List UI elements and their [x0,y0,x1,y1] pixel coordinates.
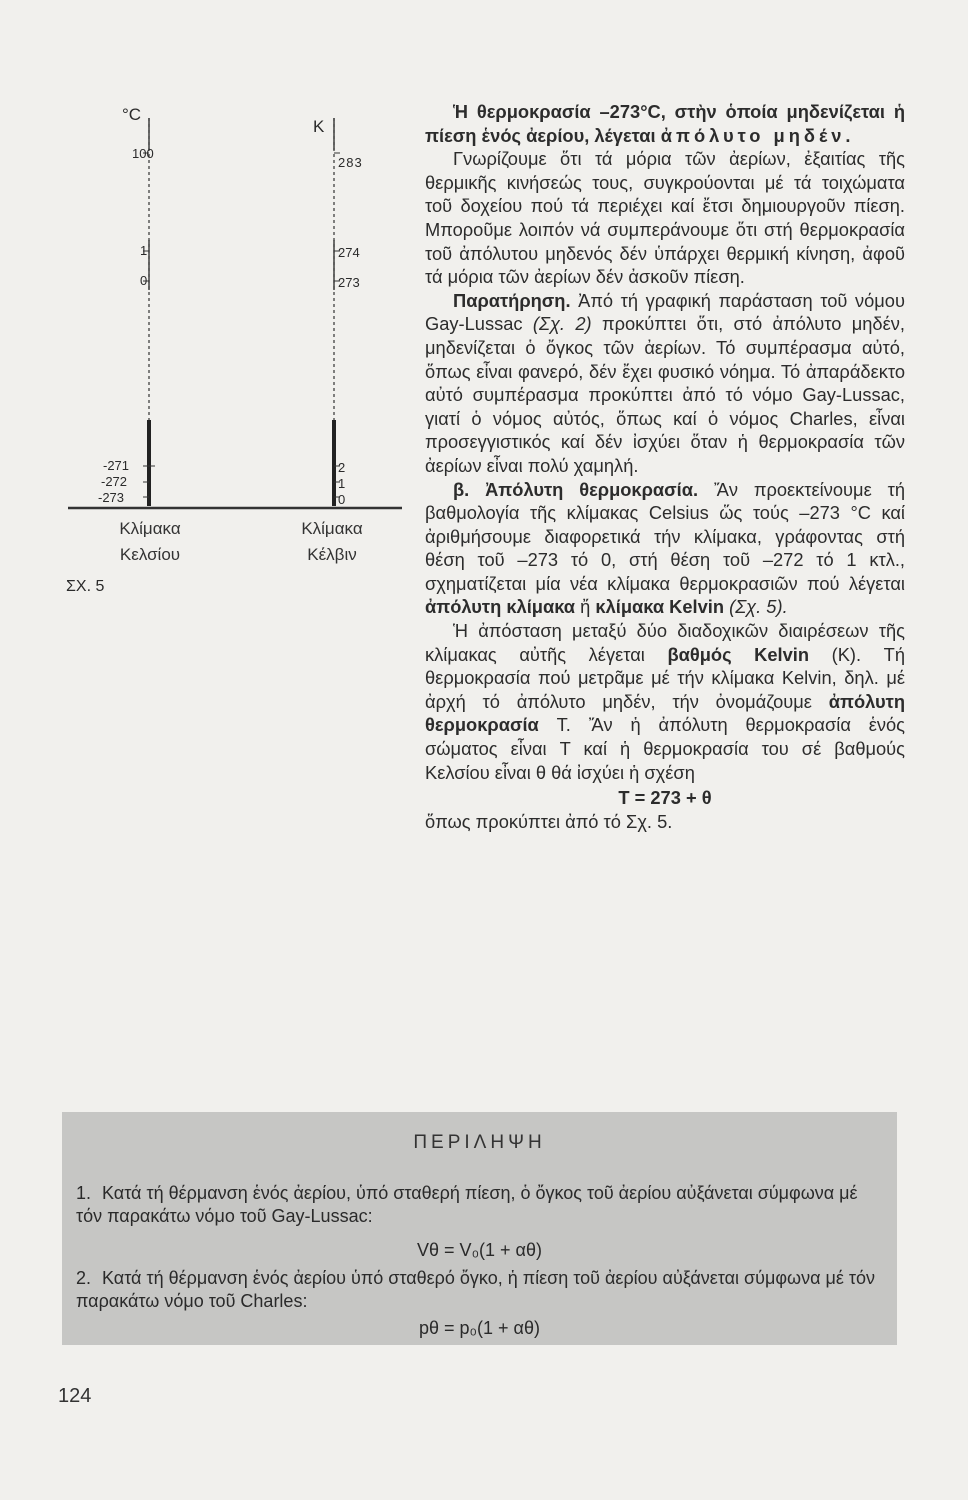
celsius-tick-1: 1 [140,243,148,258]
paragraph-conclusion: ὅπως προκύπτει ἀπό τό Σχ. 5. [425,810,673,832]
kelvin-tick-0: 0 [338,492,346,507]
gay-lussac-formula: Vθ = V₀(1 + αθ) [417,1240,542,1260]
kelvin-tick-2: 2 [338,460,346,475]
summary-title: ΠΕΡΙΛΗΨΗ [413,1132,546,1153]
celsius-tick-100: 100 [132,146,154,161]
celsius-tick-minus-272: -272 [101,474,128,489]
paragraph-molecules: Γνωρίζουμε ὅτι τά μόρια τῶν ἀερίων, ἐξαιτίας τῆς θερμικῆς κινήσεώς τους, συγκρούονται μέ τά τοιχώματα τοῦ δοχείου πού τά περιέχει καί ἔτσι δημιουργοῦν πίεση. Μποροῦμε λοιπόν νά συμπεράνουμε ὅτι στή θερμοκρασία τοῦ ἀπόλυτου μηδενός δέν ὑπάρχει θερμική κίνηση, ἀφοῦ τά μόρια τῶν ἀερίων δέν ἀσκοῦν πίεση. [425,148,905,288]
kelvin-column [332,420,336,506]
kelvin-caption: Κλίμακα Κέλβιν [301,519,363,564]
celsius-caption: Κλίμακα Κελσίου [119,519,181,564]
paragraph-absolute-zero: Ἡ θερμοκρασία –273°C, στὴν ὁποία μηδενίζεται ἡ πίεση ἑνός ἀερίου, λέγεται ἀπόλυτο μηδέν. [425,101,905,146]
celsius-tick-minus-271: -271 [103,458,130,473]
kelvin-tick-1: 1 [338,476,346,491]
body-text [425,100,905,833]
celsius-unit-label: °C [122,105,142,124]
figure-label: ΣΧ. 5 [66,578,105,595]
celsius-tick-minus-273: -273 [98,490,125,505]
celsius-column [147,420,151,506]
summary-item-1: 1. Κατά τή θέρμανση ἑνός ἀερίου, ὑπό σταθερή πίεση, ὁ ὄγκος τοῦ ἀερίου αὐξάνεται σύμφωνα μέ τόν παρακάτω νόμο τοῦ Gay-Lussac: [76,1183,858,1226]
summary-item-2: 2. Κατά τή θέρμανση ἑνός ἀερίου ὑπό σταθερό ὄγκο, ἡ πίεση τοῦ ἀερίου αὐξάνεται σύμφωνα μέ τόν παρακάτω νόμο τοῦ Charles: [76,1268,876,1311]
kelvin-tick-283: 283 [338,155,363,170]
summary-box [62,1112,897,1345]
celsius-tick-0: 0 [140,273,148,288]
kelvin-tick-273: 273 [338,275,360,290]
kelvin-tick-274: 274 [338,245,360,260]
paragraph-kelvin-degree: Ἡ ἀπόσταση μεταξύ δύο διαδοχικῶν διαιρέσεων τῆς κλίμακας αὐτῆς λέγεται βαθμός Kelvin (K). Τή θερμοκρασία πού μετρᾶμε μέ τήν κλίμακα Kelvin, δηλ. μέ ἀρχή τό ἀπόλυτο μηδέν, τήν ὀνομάζουμε ἀπόλυτη θερμοκρασία T. Ἄν ἡ ἀπόλυτη θερμοκρασία ἑνός σώματος εἶναι T καί ἡ θερμοκρασία του σέ βαθμούς Κελσίου εἶναι θ θά ἰσχύει ἡ σχέση [425,620,905,783]
paragraph-observation: Παρατήρηση. Ἀπό τή γραφική παράσταση τοῦ νόμου Gay-Lussac (Σχ. 2) προκύπτει ὅτι, στό ἀπόλυτο μηδέν, μηδενίζεται ὁ ὄγκος τῶν ἀερίων. Τό συμπέρασμα αὐτό, ὅπως εἶναι φανερό, δέν ἔχει φυσικό νόημα. Τό ἀπαράδεκτο αὐτό συμπέρασμα προκύπτει ἀπό τό νόμο Gay-Lussac, γιατί ὁ νόμος αὐτός, ὅπως καί ὁ νόμος Charles, εἶναι προσεγγιστικός καί δέν ἰσχύει ὅταν ἡ θερμοκρασία τῶν ἀερίων εἶναι πολύ χαμηλή. [425,289,905,476]
page-number: 124 [58,1385,92,1407]
kelvin-unit-label: K [313,117,325,136]
kelvin-equation: T = 273 + θ [618,787,712,809]
figure-5 [0,0,420,620]
paragraph-absolute-temperature: β. Ἀπόλυτη θερμοκρασία. Ἄν προεκτείνουμε τή βαθμολογία τῆς κλίμακας Celsius ὥς τούς –273 °C καί ἀριθμήσουμε διαφορετικά τήν κλίμακα, γράφοντας στή θέση τοῦ –273 τό 0, στή θέση τοῦ –272 τό 1 κτλ., σχηματίζεται μία νέα κλίμακα θερμοκρασιῶν πού λέγεται ἀπόλυτη κλίμακα ἤ κλίμακα Kelvin (Σχ. 5). [425,478,905,618]
charles-formula: pθ = p₀(1 + αθ) [419,1318,540,1338]
